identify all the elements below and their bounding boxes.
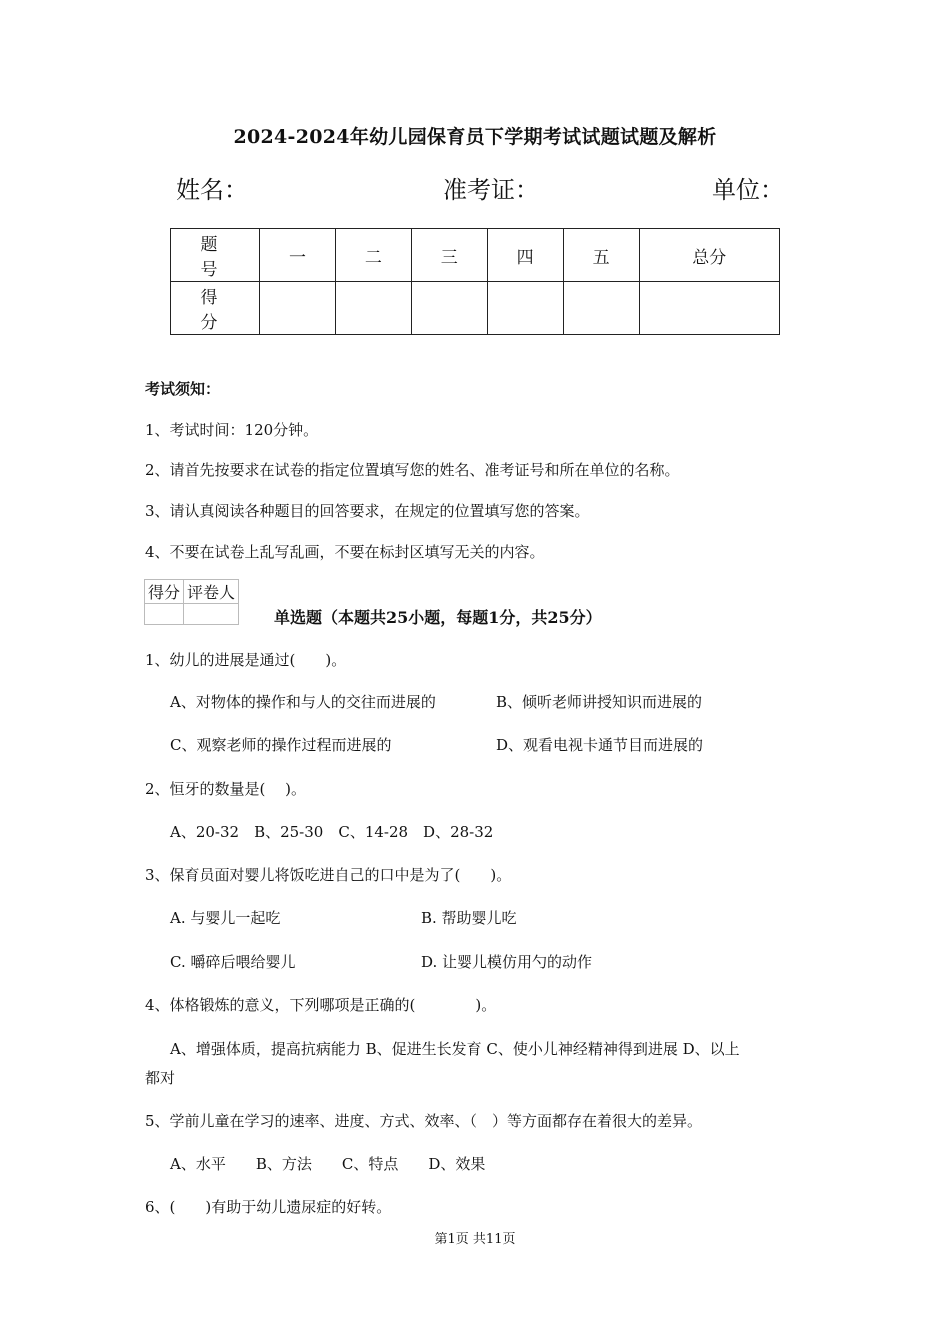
score-table bbox=[170, 228, 780, 335]
notice-item: 1、考试时间：120分钟。 bbox=[145, 421, 319, 439]
score-cell[interactable] bbox=[260, 282, 336, 335]
grader-score-cell[interactable] bbox=[145, 604, 184, 625]
question-stem: 6、( )有助于幼儿遗尿症的好转。 bbox=[145, 1198, 392, 1216]
question-option[interactable]: B. 帮助婴儿吃 bbox=[421, 909, 517, 927]
question-option[interactable]: B、倾听老师讲授知识而进展的 bbox=[496, 693, 703, 711]
score-table-score-row bbox=[171, 282, 780, 335]
question-option[interactable]: A. 与婴儿一起吃 bbox=[170, 909, 281, 927]
exam-number-field-label: 准考证： bbox=[443, 176, 539, 204]
grader-score-label: 得分 bbox=[145, 580, 184, 604]
question-option[interactable]: A、20-32 B、25-30 C、14-28 D、28-32 bbox=[170, 823, 494, 841]
question-option[interactable]: C. 嚼碎后喂给婴儿 bbox=[170, 953, 296, 971]
score-cell[interactable] bbox=[639, 282, 779, 335]
question-option[interactable]: D. 让婴儿模仿用勺的动作 bbox=[421, 953, 593, 971]
page-title: 2024-2024年幼儿园保育员下学期考试试题试题及解析 bbox=[233, 126, 717, 148]
notice-item: 2、请首先按要求在试卷的指定位置填写您的姓名、准考证号和所在单位的名称。 bbox=[145, 461, 680, 479]
question-stem: 1、幼儿的进展是通过( )。 bbox=[145, 651, 347, 669]
score-header-cell: 题 号 bbox=[171, 229, 260, 282]
question-stem: 4、体格锻炼的意义，下列哪项是正确的( )。 bbox=[145, 996, 497, 1014]
grader-reviewer-label: 评卷人 bbox=[184, 580, 239, 604]
score-header-cell: 二 bbox=[335, 229, 411, 282]
question-option-continuation: 都对 bbox=[145, 1069, 176, 1087]
notice-item: 4、不要在试卷上乱写乱画，不要在标封区填写无关的内容。 bbox=[145, 543, 545, 561]
question-stem: 3、保育员面对婴儿将饭吃进自己的口中是为了( )。 bbox=[145, 866, 512, 884]
question-option[interactable]: A、水平 B、方法 C、特点 D、效果 bbox=[170, 1155, 486, 1173]
grader-reviewer-cell[interactable] bbox=[184, 604, 239, 625]
score-cell[interactable] bbox=[487, 282, 563, 335]
unit-field-label: 单位： bbox=[712, 176, 784, 204]
score-cell[interactable] bbox=[563, 282, 639, 335]
score-row-label: 得 分 bbox=[171, 282, 260, 335]
score-cell[interactable] bbox=[411, 282, 487, 335]
page-footer: 第1页 共11页 bbox=[434, 1232, 516, 1247]
score-header-cell: 总分 bbox=[639, 229, 779, 282]
name-field-label: 姓名： bbox=[176, 176, 248, 204]
question-option[interactable]: A、增强体质，提高抗病能力 B、促进生长发育 C、使小儿神经精神得到进展 D、以上 bbox=[170, 1040, 740, 1058]
score-cell[interactable] bbox=[335, 282, 411, 335]
question-option[interactable]: A、对物体的操作和与人的交往而进展的 bbox=[170, 693, 436, 711]
score-header-cell: 五 bbox=[563, 229, 639, 282]
score-table-header-row bbox=[171, 229, 780, 282]
question-option[interactable]: C、观察老师的操作过程而进展的 bbox=[170, 736, 392, 754]
grader-box bbox=[144, 579, 239, 625]
question-option[interactable]: D、观看电视卡通节目而进展的 bbox=[496, 736, 704, 754]
question-stem: 2、恒牙的数量是( )。 bbox=[145, 780, 307, 798]
section-heading: 单选题（本题共25小题，每题1分，共25分） bbox=[274, 608, 602, 627]
score-header-cell: 三 bbox=[411, 229, 487, 282]
score-header-cell: 一 bbox=[260, 229, 336, 282]
notice-title: 考试须知： bbox=[145, 380, 221, 398]
question-stem: 5、学前儿童在学习的速率、进度、方式、效率、（ ）等方面都存在着很大的差异。 bbox=[145, 1112, 703, 1130]
score-header-cell: 四 bbox=[487, 229, 563, 282]
notice-item: 3、请认真阅读各种题目的回答要求，在规定的位置填写您的答案。 bbox=[145, 502, 590, 520]
